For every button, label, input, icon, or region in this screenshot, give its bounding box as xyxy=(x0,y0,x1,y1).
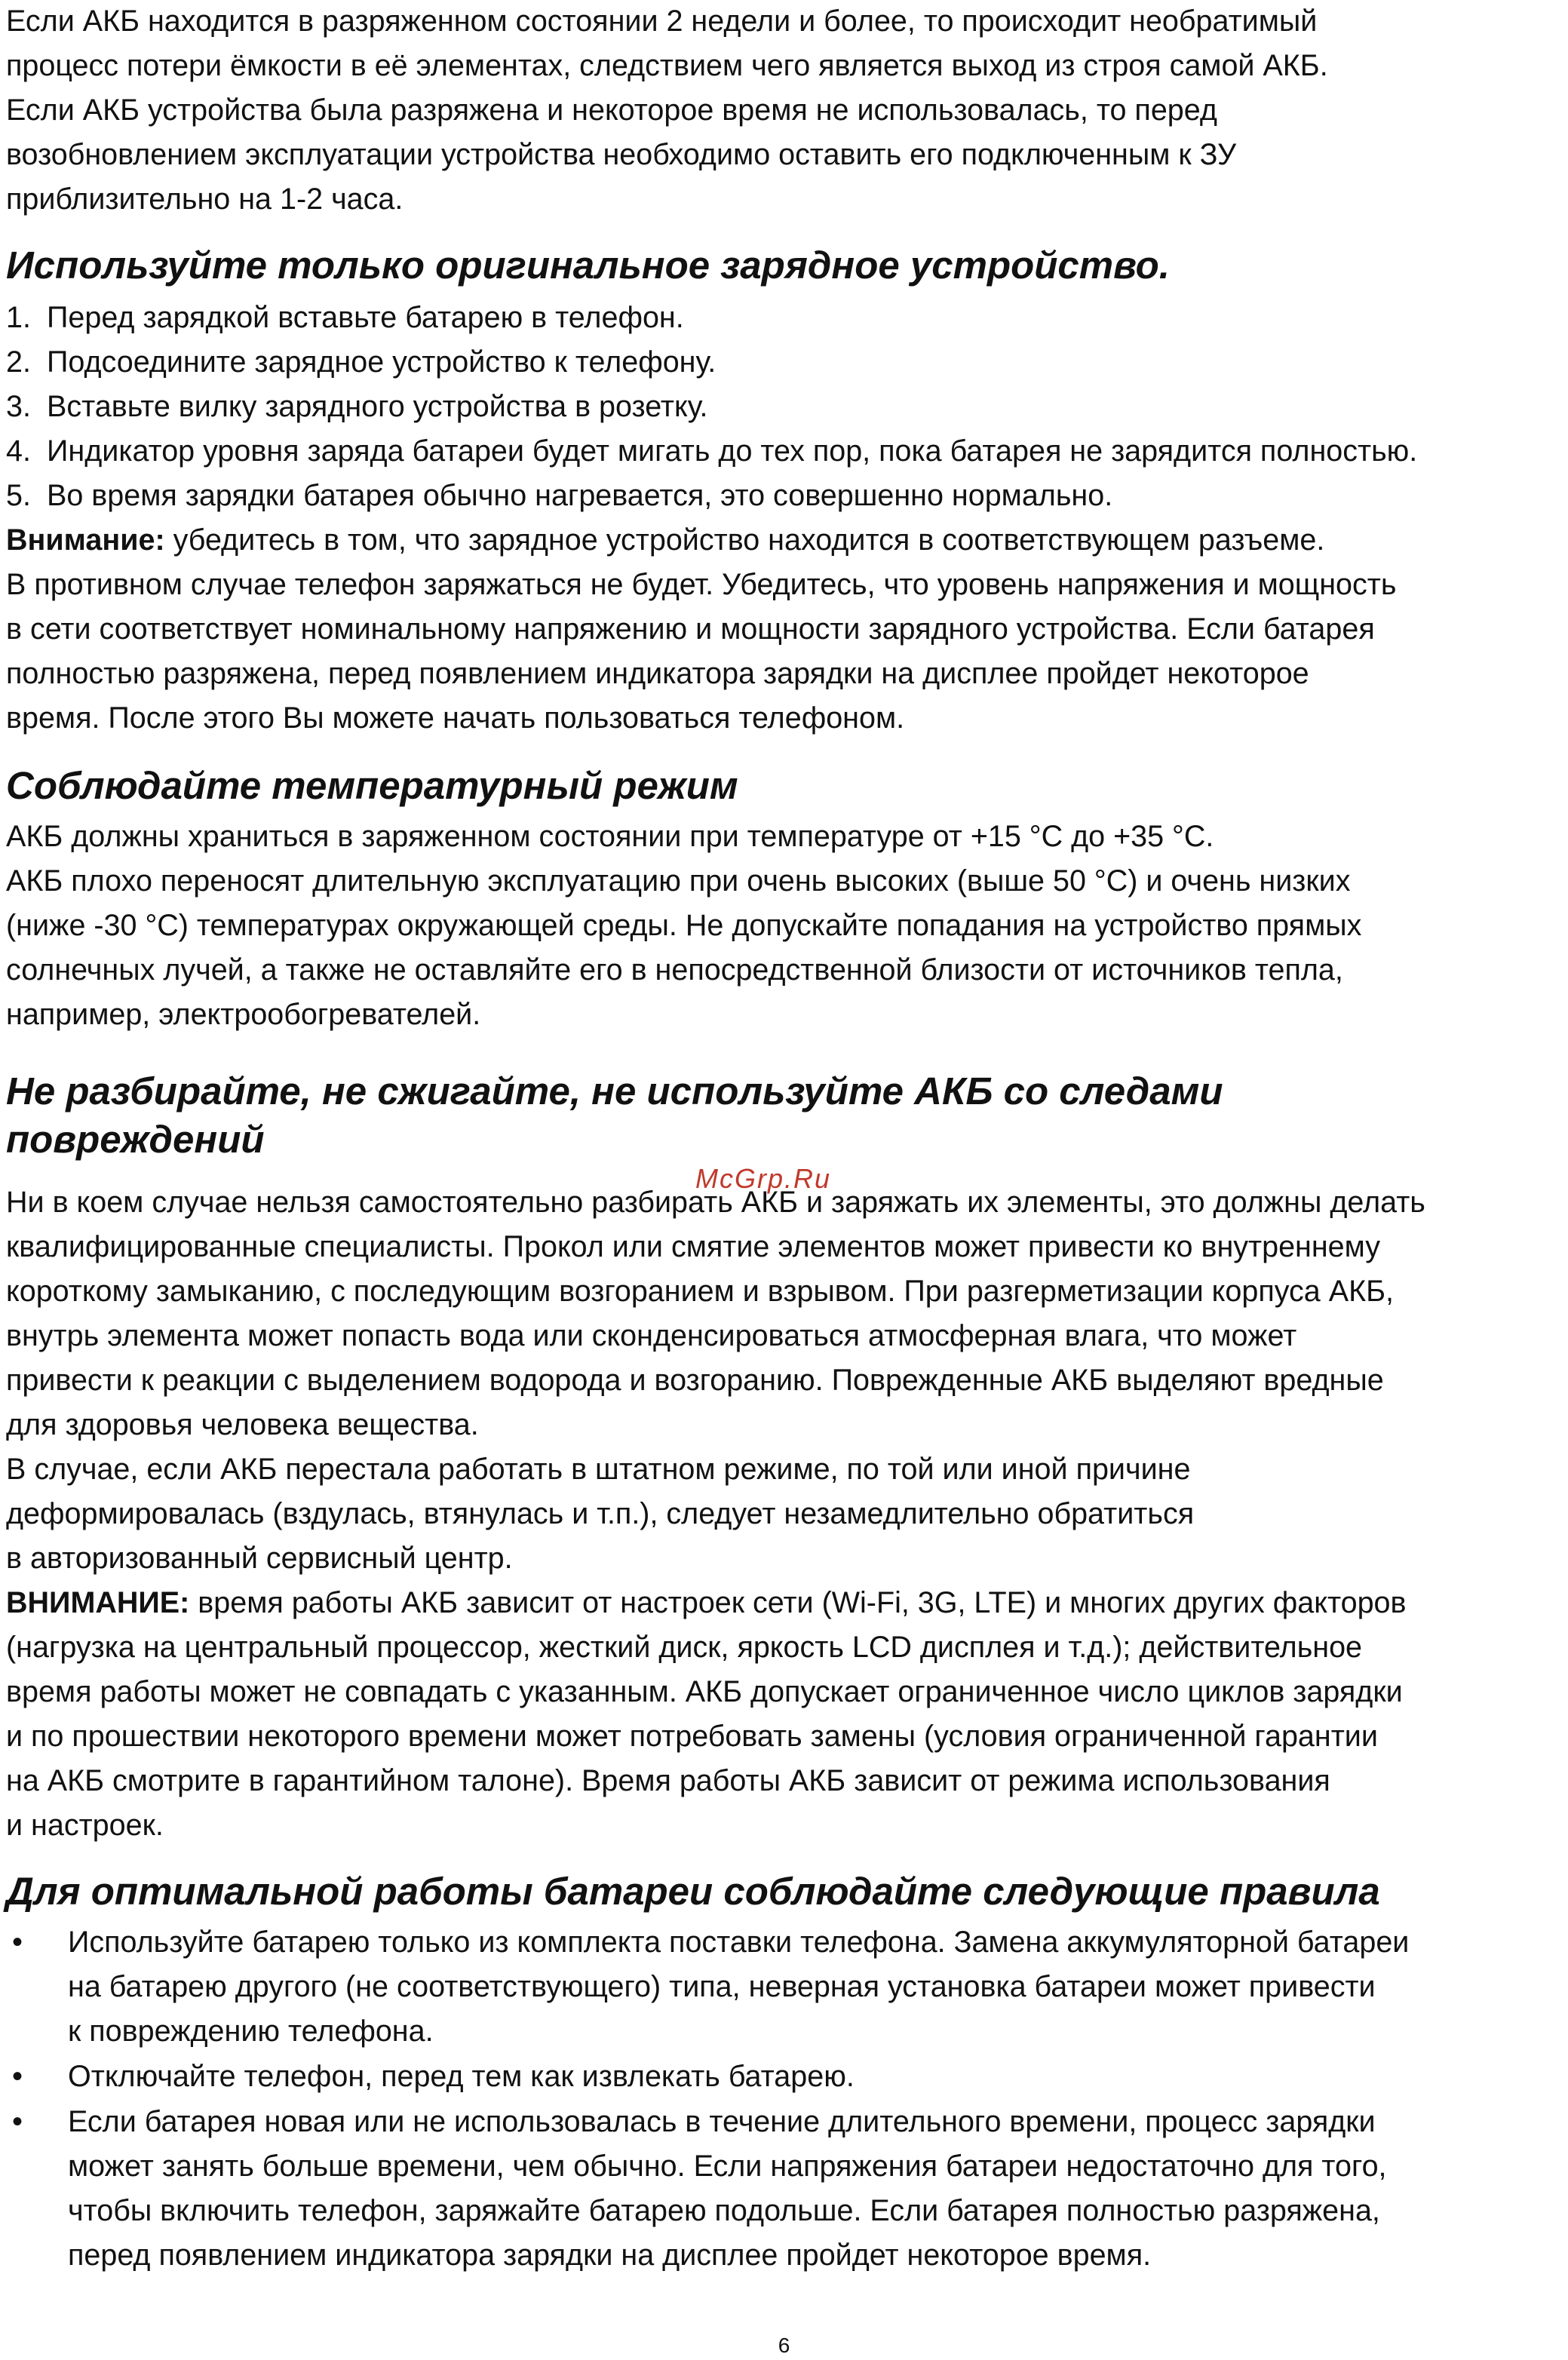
list-item xyxy=(6,340,1568,385)
list-item xyxy=(6,2100,1568,2278)
list-item xyxy=(6,296,1568,340)
text-line: Ни в коем случае нельзя самостоятельно разбирать АКБ и заряжать их элементы, это должны делать xyxy=(6,1186,1425,1219)
document-page xyxy=(6,0,1568,2279)
temperature-paragraph xyxy=(6,815,1568,1037)
text-line: Если АКБ устройства была разряжена и некоторое время не использовалась, то перед xyxy=(6,94,1217,127)
text-line: внутрь элемента может попасть вода или сконденсироваться атмосферная влага, что может xyxy=(6,1319,1297,1352)
text-line: привести к реакции с выделением водорода и возгоранию. Поврежденные АКБ выделяют вредные xyxy=(6,1364,1384,1397)
text-line: на батарею другого (не соответствующего) типа, неверная установка батареи может привести xyxy=(68,1970,1376,2003)
text-line: для здоровья человека вещества. xyxy=(6,1408,479,1441)
step-number: 5. xyxy=(6,479,31,512)
disassembly-paragraph xyxy=(6,1180,1568,1848)
text-line: например, электрообогревателей. xyxy=(6,998,481,1031)
text-line: Отключайте телефон, перед тем как извлекать батарею. xyxy=(68,2060,855,2093)
bullet-icon: • xyxy=(11,1926,23,1959)
text-line: к повреждению телефона. xyxy=(68,2015,434,2048)
text-line: и по прошествии некоторого времени может потребовать замены (условия ограниченной гарантии xyxy=(6,1720,1378,1753)
text-line: убедитесь в том, что зарядное устройство находится в соответствующем разъеме. xyxy=(164,523,1325,557)
warning-label: ВНИМАНИЕ: xyxy=(6,1586,190,1619)
step-number: 4. xyxy=(6,434,31,468)
text-line: время. После этого Вы можете начать пользоваться телефоном. xyxy=(6,701,905,735)
text-line: короткому замыканию, с последующим возгоранием и взрывом. При разгерметизации корпуса АКБ, xyxy=(6,1275,1394,1308)
step-number: 2. xyxy=(6,345,31,379)
heading-temperature: Соблюдайте температурный режим xyxy=(6,764,738,807)
charging-steps-list xyxy=(6,296,1568,518)
heading-line: Не разбирайте, не сжигайте, не используйте АКБ со следами xyxy=(6,1070,1223,1112)
step-text: Вставьте вилку зарядного устройства в розетку. xyxy=(47,390,708,423)
text-line: приблизительно на 1-2 часа. xyxy=(6,183,404,216)
text-line: солнечных лучей, а также не оставляйте его в непосредственной близости от источников тепла, xyxy=(6,953,1343,987)
text-line: время работы может не совпадать с указанным. АКБ допускает ограниченное число циклов зарядки xyxy=(6,1675,1403,1708)
step-number: 3. xyxy=(6,390,31,423)
list-item xyxy=(6,429,1568,474)
step-text: Подсоедините зарядное устройство к телефону. xyxy=(47,345,716,379)
list-item xyxy=(6,2055,1568,2099)
text-line: квалифицированные специалисты. Прокол или смятие элементов может привести ко внутреннему xyxy=(6,1230,1380,1263)
text-line: АКБ должны храниться в заряженном состоянии при температуре от +15 °С до +35 °С. xyxy=(6,820,1214,853)
text-line: полностью разряжена, перед появлением индикатора зарядки на дисплее пройдет некоторое xyxy=(6,657,1309,690)
text-line: (ниже -30 °С) температурах окружающей среды. Не допускайте попадания на устройство прямых xyxy=(6,909,1362,942)
text-line: в сети соответствует номинальному напряжению и мощности зарядного устройства. Если батарея xyxy=(6,612,1375,646)
text-line: деформировалась (вздулась, втянулась и т.п.), следует незамедлительно обратиться xyxy=(6,1497,1195,1530)
text-line: чтобы включить телефон, заряжайте батарею подольше. Если батарея полностью разряжена, xyxy=(68,2194,1380,2227)
list-item xyxy=(6,1920,1568,2054)
bullet-icon: • xyxy=(11,2060,23,2093)
bullet-icon: • xyxy=(11,2105,23,2138)
text-line: АКБ плохо переносят длительную эксплуатацию при очень высоких (выше 50 °С) и очень низких xyxy=(6,864,1351,898)
heading-original-charger: Используйте только оригинальное зарядное устройство. xyxy=(6,244,1170,287)
charger-attention-paragraph xyxy=(6,518,1568,741)
text-line: процесс потери ёмкости в её элементах, следствием чего является выход из строя самой АКБ. xyxy=(6,49,1328,82)
battery-rules-list xyxy=(6,1920,1568,2278)
intro-paragraph xyxy=(6,0,1568,222)
text-line: В случае, если АКБ перестала работать в штатном режиме, по той или иной причине xyxy=(6,1453,1191,1486)
step-number: 1. xyxy=(6,301,31,334)
text-line: (нагрузка на центральный процессор, жесткий диск, яркость LCD дисплея и т.д.); действительное xyxy=(6,1631,1363,1664)
page-number: 6 xyxy=(778,2334,790,2357)
step-text: Во время зарядки батарея обычно нагревается, это совершенно нормально. xyxy=(47,479,1113,512)
text-line: возобновлением эксплуатации устройства необходимо оставить его подключенным к ЗУ xyxy=(6,138,1237,171)
text-line: Используйте батарею только из комплекта поставки телефона. Замена аккумуляторной батареи xyxy=(68,1926,1410,1959)
text-line: может занять больше времени, чем обычно. Если напряжения батареи недостаточно для того, xyxy=(68,2150,1387,2183)
heading-line: повреждений xyxy=(6,1118,265,1161)
attention-label: Внимание: xyxy=(6,523,165,557)
text-line: Если АКБ находится в разряженном состоянии 2 недели и более, то происходит необратимый xyxy=(6,5,1318,38)
heading-disassembly xyxy=(6,1067,1568,1164)
text-line: Если батарея новая или не использовалась в течение длительного времени, процесс зарядки xyxy=(68,2105,1376,2138)
list-item xyxy=(6,385,1568,429)
text-line: В противном случае телефон заряжаться не будет. Убедитесь, что уровень напряжения и мощность xyxy=(6,568,1397,601)
text-line: и настроек. xyxy=(6,1809,164,1842)
text-line: на АКБ смотрите в гарантийном талоне). Время работы АКБ зависит от режима использования xyxy=(6,1764,1330,1797)
text-line: в авторизованный сервисный центр. xyxy=(6,1542,513,1575)
list-item xyxy=(6,474,1568,518)
text-line: перед появлением индикатора зарядки на дисплее пройдет некоторое время. xyxy=(68,2239,1152,2272)
step-text: Перед зарядкой вставьте батарею в телефон. xyxy=(47,301,684,334)
heading-battery-rules: Для оптимальной работы батареи соблюдайте следующие правила xyxy=(6,1870,1380,1913)
text-line: время работы АКБ зависит от настроек сети (Wi-Fi, 3G, LTE) и многих других факторов xyxy=(189,1586,1407,1619)
step-text: Индикатор уровня заряда батареи будет мигать до тех пор, пока батарея не зарядится полностью. xyxy=(47,434,1418,468)
watermark: McGrp.Ru xyxy=(695,1163,832,1194)
